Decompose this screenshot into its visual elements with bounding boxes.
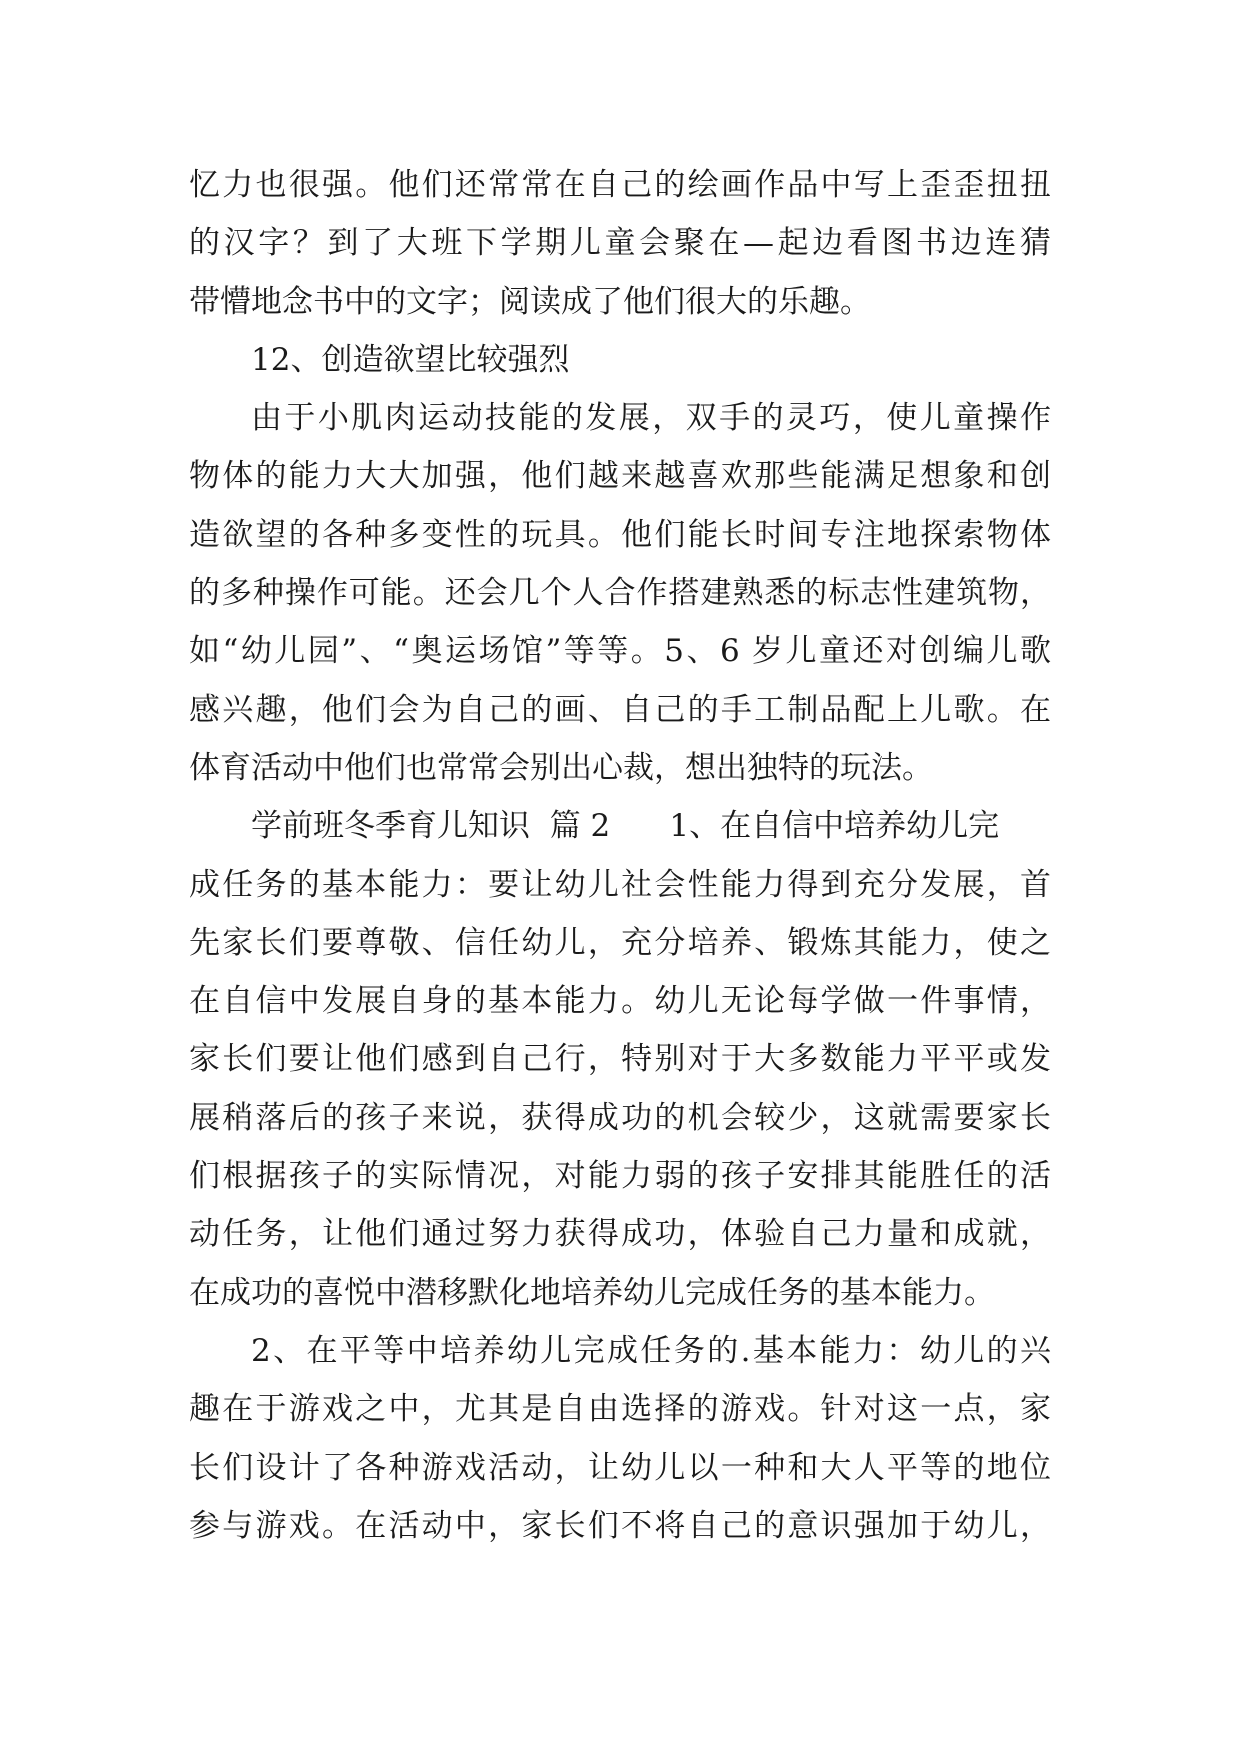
- text-line: 参与游戏。在活动中，家长们不将自己的意识强加于幼儿，: [189, 1507, 1051, 1544]
- text-line: 由于小肌肉运动技能的发展，双手的灵巧，使儿童操作: [251, 400, 1051, 437]
- text-line: 感兴趣，他们会为自己的画、自己的手工制品配上儿歌。在: [189, 691, 1051, 728]
- text-line: 成任务的基本能力：要让幼儿社会性能力得到充分发展，首: [189, 866, 1051, 903]
- text-line: 造欲望的各种多变性的玩具。他们能长时间专注地探索物体: [189, 516, 1051, 553]
- text-line: 带懵地念书中的文字；阅读成了他们很大的乐趣。: [189, 283, 871, 320]
- text-line: 的汉字？到了大班下学期儿童会聚在—起边看图书边连猜: [189, 225, 1051, 262]
- text-line: 忆力也很强。他们还常常在自己的绘画作品中写上歪歪扭扭: [189, 167, 1051, 203]
- article-heading-line: 学前班冬季育儿知识 篇 2 1、在自信中培养幼儿完: [251, 808, 1000, 845]
- section-heading: 12、创造欲望比较强烈: [251, 341, 570, 378]
- text-line: 家长们要让他们感到自己行，特别对于大多数能力平平或发: [189, 1041, 1051, 1078]
- document-body: [189, 156, 1051, 1555]
- text-line: 在自信中发展自身的基本能力。幼儿无论每学做一件事情，: [189, 983, 1051, 1020]
- text-line: 长们设计了各种游戏活动，让幼儿以一种和大人平等的地位: [189, 1449, 1051, 1486]
- text-line: 先家长们要尊敬、信任幼儿，充分培养、锻炼其能力，使之: [189, 924, 1051, 961]
- text-line: 2、在平等中培养幼儿完成任务的.基本能力：幼儿的兴: [251, 1332, 1051, 1369]
- text-line: 体育活动中他们也常常会别出心裁，想出独特的玩法。: [189, 749, 933, 786]
- text-line: 如“幼儿园”、“奥运场馆”等等。5、6 岁儿童还对创编儿歌: [189, 633, 1051, 670]
- text-line: 在成功的喜悦中潜移默化地培养幼儿完成任务的基本能力。: [189, 1274, 995, 1311]
- text-line: 展稍落后的孩子来说，获得成功的机会较少，这就需要家长: [189, 1099, 1051, 1136]
- text-line: 们根据孩子的实际情况，对能力弱的孩子安排其能胜任的活: [189, 1158, 1051, 1195]
- text-line: 动任务，让他们通过努力获得成功，体验自己力量和成就，: [189, 1216, 1051, 1253]
- text-line: 的多种操作可能。还会几个人合作搭建熟悉的标志性建筑物，: [189, 575, 1051, 612]
- text-line: 趣在于游戏之中，尤其是自由选择的游戏。针对这一点，家: [189, 1391, 1051, 1428]
- text-line: 物体的能力大大加强，他们越来越喜欢那些能满足想象和创: [189, 458, 1051, 495]
